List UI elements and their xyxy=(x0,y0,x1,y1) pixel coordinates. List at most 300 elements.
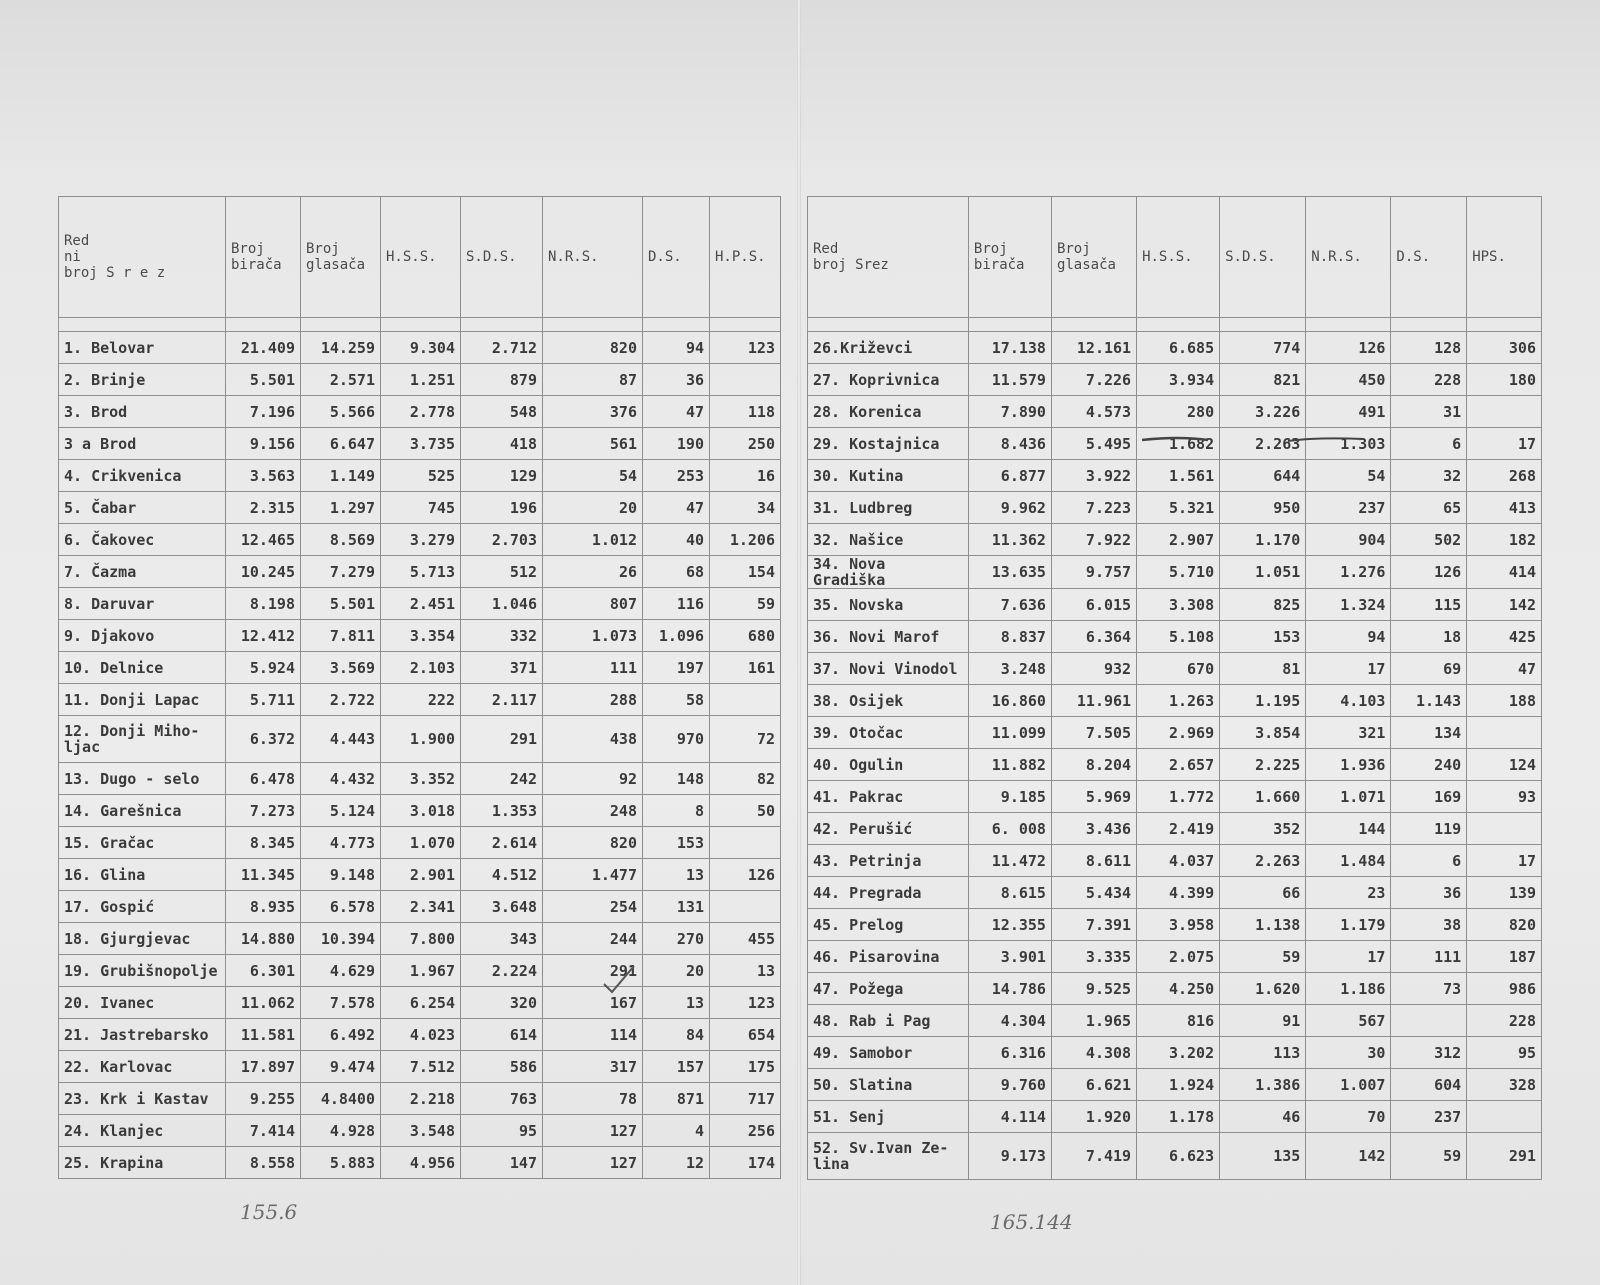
vote-count-cell: 8.615 xyxy=(968,877,1051,909)
right-results-table xyxy=(807,196,1542,1180)
vote-count-cell: 123 xyxy=(710,987,781,1019)
right-header-label: Broj birača xyxy=(973,241,1025,273)
vote-count-cell: 604 xyxy=(1391,1069,1467,1101)
vote-count-cell: 1.772 xyxy=(1137,781,1220,813)
vote-count-cell: 1.012 xyxy=(543,524,643,556)
right-header-label: Red broj Srez xyxy=(813,241,889,273)
vote-count-cell: 161 xyxy=(710,652,781,684)
vote-count-cell: 187 xyxy=(1467,941,1542,973)
district-name-cell xyxy=(59,524,226,556)
vote-count-cell: 291 xyxy=(543,955,643,987)
district-name-cell xyxy=(59,460,226,492)
right-header-label: Broj glasača xyxy=(1056,241,1116,273)
vote-count-cell: 114 xyxy=(543,1019,643,1051)
right-header-row xyxy=(808,197,1542,318)
vote-count-cell: 10.245 xyxy=(226,556,301,588)
vote-count-cell: 5.969 xyxy=(1051,781,1136,813)
vote-count-cell: 1.477 xyxy=(543,859,643,891)
vote-count-cell: 142 xyxy=(1306,1133,1391,1180)
vote-count-cell: 87 xyxy=(543,364,643,396)
district-name-cell xyxy=(808,556,969,589)
vote-count-cell: 113 xyxy=(1220,1037,1306,1069)
district-name: 4. Crikvenica xyxy=(64,466,182,485)
vote-count-cell: 320 xyxy=(461,987,543,1019)
vote-count-cell: 58 xyxy=(643,684,710,716)
district-name-cell xyxy=(808,973,969,1005)
vote-count-cell: 5.711 xyxy=(226,684,301,716)
vote-count-cell: 119 xyxy=(1391,813,1467,845)
district-name-cell xyxy=(808,845,969,877)
vote-count-cell: 343 xyxy=(461,923,543,955)
vote-count-cell: 614 xyxy=(461,1019,543,1051)
table-row xyxy=(808,973,1542,1005)
left-header-7 xyxy=(710,197,781,318)
vote-count-cell: 72 xyxy=(710,716,781,763)
vote-count-cell: 332 xyxy=(461,620,543,652)
vote-count-cell: 222 xyxy=(381,684,461,716)
vote-count-cell: 7.279 xyxy=(301,556,381,588)
table-row xyxy=(59,684,781,716)
vote-count-cell: 11.472 xyxy=(968,845,1051,877)
vote-count-cell: 66 xyxy=(1220,877,1306,909)
vote-count-cell: 932 xyxy=(1051,653,1136,685)
table-row xyxy=(808,589,1542,621)
vote-count-cell: 268 xyxy=(1467,460,1542,492)
district-name-cell xyxy=(808,1005,969,1037)
vote-count-cell: 144 xyxy=(1306,813,1391,845)
right-header-6 xyxy=(1391,197,1467,318)
vote-count-cell: 950 xyxy=(1220,492,1306,524)
district-name-cell xyxy=(59,955,226,987)
vote-count-cell: 16 xyxy=(710,460,781,492)
vote-count-cell: 9.474 xyxy=(301,1051,381,1083)
vote-count-cell: 3.548 xyxy=(381,1115,461,1147)
vote-count-cell: 1.900 xyxy=(381,716,461,763)
vote-count-cell: 175 xyxy=(710,1051,781,1083)
vote-count-cell: 126 xyxy=(710,859,781,891)
district-name: 17. Gospić xyxy=(64,897,155,916)
vote-count-cell: 82 xyxy=(710,763,781,795)
district-name-cell xyxy=(808,332,969,364)
district-name: 41. Pakrac xyxy=(813,787,904,806)
vote-count-cell: 414 xyxy=(1467,556,1542,589)
vote-count-cell: 816 xyxy=(1137,1005,1220,1037)
vote-count-cell: 9.304 xyxy=(381,332,461,364)
vote-count-cell: 127 xyxy=(543,1147,643,1179)
vote-count-cell: 153 xyxy=(643,827,710,859)
vote-count-cell: 2.075 xyxy=(1137,941,1220,973)
vote-count-cell: 8.345 xyxy=(226,827,301,859)
vote-count-cell: 196 xyxy=(461,492,543,524)
vote-count-cell: 69 xyxy=(1391,653,1467,685)
table-row xyxy=(808,717,1542,749)
vote-count-cell: 6.364 xyxy=(1051,621,1136,653)
district-name-cell xyxy=(808,1101,969,1133)
vote-count-cell: 821 xyxy=(1220,364,1306,396)
vote-count-cell: 131 xyxy=(643,891,710,923)
vote-count-cell: 567 xyxy=(1306,1005,1391,1037)
district-name: 16. Glina xyxy=(64,865,146,884)
vote-count-cell: 11.882 xyxy=(968,749,1051,781)
vote-count-cell: 6.372 xyxy=(226,716,301,763)
vote-count-cell: 1.620 xyxy=(1220,973,1306,1005)
table-row xyxy=(808,492,1542,524)
vote-count-cell: 1.967 xyxy=(381,955,461,987)
vote-count-cell: 1.195 xyxy=(1220,685,1306,717)
district-name: 34. Nova Gradiška xyxy=(813,555,886,589)
vote-count-cell: 3.352 xyxy=(381,763,461,795)
vote-count-cell: 12.161 xyxy=(1051,332,1136,364)
vote-count-cell: 38 xyxy=(1391,909,1467,941)
table-row xyxy=(808,332,1542,364)
vote-count-cell: 7.414 xyxy=(226,1115,301,1147)
vote-count-cell: 118 xyxy=(710,396,781,428)
vote-count-cell: 3.018 xyxy=(381,795,461,827)
left-header-6 xyxy=(643,197,710,318)
vote-count-cell: 7.419 xyxy=(1051,1133,1136,1180)
district-name-cell xyxy=(808,813,969,845)
vote-count-cell xyxy=(1391,1005,1467,1037)
vote-count-cell: 34 xyxy=(710,492,781,524)
vote-count-cell: 46 xyxy=(1220,1101,1306,1133)
district-name-cell xyxy=(59,1115,226,1147)
vote-count-cell: 169 xyxy=(1391,781,1467,813)
vote-count-cell: 6.877 xyxy=(968,460,1051,492)
right-header-label: H.S.S. xyxy=(1142,249,1193,265)
vote-count-cell: 2.571 xyxy=(301,364,381,396)
table-row xyxy=(59,364,781,396)
vote-count-cell: 188 xyxy=(1467,685,1542,717)
vote-count-cell: 4.512 xyxy=(461,859,543,891)
table-row xyxy=(59,987,781,1019)
district-name-cell xyxy=(808,396,969,428)
vote-count-cell: 2.225 xyxy=(1220,749,1306,781)
district-name: 7. Čazma xyxy=(64,562,137,581)
vote-count-cell: 328 xyxy=(1467,1069,1542,1101)
vote-count-cell: 879 xyxy=(461,364,543,396)
vote-count-cell: 491 xyxy=(1306,396,1391,428)
vote-count-cell: 291 xyxy=(1467,1133,1542,1180)
vote-count-cell: 3.335 xyxy=(1051,941,1136,973)
vote-count-cell: 1.149 xyxy=(301,460,381,492)
district-name-cell xyxy=(808,749,969,781)
district-name-cell xyxy=(808,492,969,524)
district-name: 44. Pregrada xyxy=(813,883,922,902)
vote-count-cell: 10.394 xyxy=(301,923,381,955)
vote-count-cell: 670 xyxy=(1137,653,1220,685)
vote-count-cell: 68 xyxy=(643,556,710,588)
vote-count-cell: 12.355 xyxy=(968,909,1051,941)
district-name-cell xyxy=(59,1051,226,1083)
right-header-7 xyxy=(1467,197,1542,318)
district-name-cell xyxy=(808,1069,969,1101)
vote-count-cell: 9.757 xyxy=(1051,556,1136,589)
vote-count-cell: 2.722 xyxy=(301,684,381,716)
right-header-label: HPS. xyxy=(1472,249,1506,265)
vote-count-cell: 6.647 xyxy=(301,428,381,460)
vote-count-cell: 2.907 xyxy=(1137,524,1220,556)
district-name-cell xyxy=(59,652,226,684)
vote-count-cell: 1.007 xyxy=(1306,1069,1391,1101)
vote-count-cell: 9.962 xyxy=(968,492,1051,524)
vote-count-cell: 1.561 xyxy=(1137,460,1220,492)
vote-count-cell: 525 xyxy=(381,460,461,492)
vote-count-cell: 7.273 xyxy=(226,795,301,827)
vote-count-cell: 438 xyxy=(543,716,643,763)
table-row xyxy=(59,1051,781,1083)
vote-count-cell: 70 xyxy=(1306,1101,1391,1133)
vote-count-cell: 31 xyxy=(1391,396,1467,428)
table-row xyxy=(59,955,781,987)
vote-count-cell: 7.226 xyxy=(1051,364,1136,396)
vote-count-cell: 425 xyxy=(1467,621,1542,653)
vote-count-cell: 1.051 xyxy=(1220,556,1306,589)
vote-count-cell: 11.362 xyxy=(968,524,1051,556)
district-name-cell xyxy=(59,987,226,1019)
vote-count-cell: 9.156 xyxy=(226,428,301,460)
vote-count-cell xyxy=(710,364,781,396)
right-pencil-total: 165.144 xyxy=(990,1210,1073,1234)
vote-count-cell: 4.928 xyxy=(301,1115,381,1147)
vote-count-cell: 2.218 xyxy=(381,1083,461,1115)
vote-count-cell: 9.255 xyxy=(226,1083,301,1115)
vote-count-cell: 2.901 xyxy=(381,859,461,891)
vote-count-cell: 376 xyxy=(543,396,643,428)
vote-count-cell: 157 xyxy=(643,1051,710,1083)
vote-count-cell: 244 xyxy=(543,923,643,955)
vote-count-cell: 248 xyxy=(543,795,643,827)
vote-count-cell: 3.854 xyxy=(1220,717,1306,749)
vote-count-cell: 6 xyxy=(1391,428,1467,460)
vote-count-cell: 59 xyxy=(710,588,781,620)
vote-count-cell: 7.512 xyxy=(381,1051,461,1083)
table-row xyxy=(59,492,781,524)
vote-count-cell: 3.279 xyxy=(381,524,461,556)
left-header-2 xyxy=(301,197,381,318)
district-name-cell xyxy=(59,795,226,827)
table-row xyxy=(808,781,1542,813)
vote-count-cell: 17 xyxy=(1467,428,1542,460)
vote-count-cell: 5.108 xyxy=(1137,621,1220,653)
vote-count-cell: 32 xyxy=(1391,460,1467,492)
vote-count-cell: 4.037 xyxy=(1137,845,1220,877)
vote-count-cell xyxy=(1467,717,1542,749)
vote-count-cell: 548 xyxy=(461,396,543,428)
vote-count-cell: 135 xyxy=(1220,1133,1306,1180)
district-name-cell xyxy=(808,460,969,492)
vote-count-cell: 116 xyxy=(643,588,710,620)
vote-count-cell: 59 xyxy=(1220,941,1306,973)
vote-count-cell: 127 xyxy=(543,1115,643,1147)
vote-count-cell: 5.124 xyxy=(301,795,381,827)
vote-count-cell: 644 xyxy=(1220,460,1306,492)
left-results-table xyxy=(58,196,781,1179)
vote-count-cell: 1.297 xyxy=(301,492,381,524)
vote-count-cell xyxy=(1467,396,1542,428)
vote-count-cell: 21.409 xyxy=(226,332,301,364)
right-table-body xyxy=(808,332,1542,1180)
vote-count-cell: 1.138 xyxy=(1220,909,1306,941)
vote-count-cell: 126 xyxy=(1306,332,1391,364)
vote-count-cell: 23 xyxy=(1306,877,1391,909)
vote-count-cell: 92 xyxy=(543,763,643,795)
vote-count-cell: 9.525 xyxy=(1051,973,1136,1005)
vote-count-cell: 455 xyxy=(710,923,781,955)
district-name: 52. Sv.Ivan Ze- lina xyxy=(813,1139,949,1173)
district-name-cell xyxy=(808,653,969,685)
vote-count-cell: 111 xyxy=(543,652,643,684)
vote-count-cell: 17 xyxy=(1467,845,1542,877)
vote-count-cell: 7.223 xyxy=(1051,492,1136,524)
vote-count-cell: 2.263 xyxy=(1220,428,1306,460)
district-name-cell xyxy=(59,332,226,364)
district-name-cell xyxy=(59,428,226,460)
vote-count-cell: 3.563 xyxy=(226,460,301,492)
vote-count-cell: 450 xyxy=(1306,364,1391,396)
vote-count-cell: 586 xyxy=(461,1051,543,1083)
left-header-4 xyxy=(461,197,543,318)
vote-count-cell: 3.308 xyxy=(1137,589,1220,621)
district-name-cell xyxy=(59,891,226,923)
district-name-cell xyxy=(808,685,969,717)
district-name-cell xyxy=(59,364,226,396)
vote-count-cell: 9.173 xyxy=(968,1133,1051,1180)
table-row xyxy=(808,749,1542,781)
table-row xyxy=(59,460,781,492)
vote-count-cell: 3.922 xyxy=(1051,460,1136,492)
vote-count-cell: 20 xyxy=(643,955,710,987)
table-row xyxy=(808,1005,1542,1037)
vote-count-cell: 7.578 xyxy=(301,987,381,1019)
vote-count-cell: 6 xyxy=(1391,845,1467,877)
district-name: 39. Otočac xyxy=(813,723,904,742)
vote-count-cell: 6.015 xyxy=(1051,589,1136,621)
vote-count-cell: 512 xyxy=(461,556,543,588)
vote-count-cell: 2.315 xyxy=(226,492,301,524)
right-header-label: N.R.S. xyxy=(1311,249,1362,265)
district-name: 28. Korenica xyxy=(813,402,922,421)
vote-count-cell: 1.206 xyxy=(710,524,781,556)
vote-count-cell: 54 xyxy=(1306,460,1391,492)
vote-count-cell: 291 xyxy=(461,716,543,763)
vote-count-cell: 12.412 xyxy=(226,620,301,652)
vote-count-cell: 182 xyxy=(1467,524,1542,556)
vote-count-cell: 1.070 xyxy=(381,827,461,859)
district-name-cell xyxy=(808,1037,969,1069)
vote-count-cell: 6.621 xyxy=(1051,1069,1136,1101)
vote-count-cell: 13 xyxy=(643,987,710,1019)
vote-count-cell: 1.179 xyxy=(1306,909,1391,941)
vote-count-cell: 5.710 xyxy=(1137,556,1220,589)
left-header-gap xyxy=(59,318,781,332)
vote-count-cell: 3.958 xyxy=(1137,909,1220,941)
vote-count-cell: 6.578 xyxy=(301,891,381,923)
district-name: 12. Donji Miho- ljac xyxy=(64,722,200,756)
vote-count-cell: 7.811 xyxy=(301,620,381,652)
vote-count-cell: 142 xyxy=(1467,589,1542,621)
vote-count-cell: 7.636 xyxy=(968,589,1051,621)
vote-count-cell: 986 xyxy=(1467,973,1542,1005)
vote-count-cell: 237 xyxy=(1306,492,1391,524)
left-header-label: H.S.S. xyxy=(386,249,437,265)
district-name: 20. Ivanec xyxy=(64,993,155,1012)
vote-count-cell: 40 xyxy=(643,524,710,556)
vote-count-cell: 317 xyxy=(543,1051,643,1083)
vote-count-cell: 288 xyxy=(543,684,643,716)
left-header-label: H.P.S. xyxy=(715,249,766,265)
vote-count-cell: 2.263 xyxy=(1220,845,1306,877)
left-header-label: Broj birača xyxy=(231,241,282,273)
vote-count-cell: 9.760 xyxy=(968,1069,1051,1101)
vote-count-cell: 4 xyxy=(643,1115,710,1147)
left-header-5 xyxy=(543,197,643,318)
vote-count-cell: 47 xyxy=(643,492,710,524)
vote-count-cell: 2.778 xyxy=(381,396,461,428)
district-name-cell xyxy=(808,428,969,460)
table-row xyxy=(808,396,1542,428)
table-row xyxy=(59,891,781,923)
district-name: 21. Jastrebarsko xyxy=(64,1025,209,1044)
vote-count-cell: 820 xyxy=(543,332,643,364)
vote-count-cell: 9.148 xyxy=(301,859,381,891)
district-name-cell xyxy=(59,763,226,795)
vote-count-cell: 4.956 xyxy=(381,1147,461,1179)
vote-count-cell: 1.965 xyxy=(1051,1005,1136,1037)
vote-count-cell: 47 xyxy=(643,396,710,428)
vote-count-cell: 2.103 xyxy=(381,652,461,684)
vote-count-cell: 197 xyxy=(643,652,710,684)
table-row xyxy=(808,1133,1542,1180)
vote-count-cell: 502 xyxy=(1391,524,1467,556)
vote-count-cell xyxy=(710,891,781,923)
district-name: 18. Gjurgjevac xyxy=(64,929,191,948)
district-name-cell xyxy=(59,827,226,859)
vote-count-cell: 1.143 xyxy=(1391,685,1467,717)
vote-count-cell: 11.579 xyxy=(968,364,1051,396)
vote-count-cell: 180 xyxy=(1467,364,1542,396)
vote-count-cell: 11.345 xyxy=(226,859,301,891)
vote-count-cell: 14.786 xyxy=(968,973,1051,1005)
vote-count-cell: 167 xyxy=(543,987,643,1019)
vote-count-cell xyxy=(1467,1101,1542,1133)
vote-count-cell: 1.096 xyxy=(643,620,710,652)
vote-count-cell: 654 xyxy=(710,1019,781,1051)
district-name-cell xyxy=(59,1147,226,1179)
vote-count-cell: 352 xyxy=(1220,813,1306,845)
right-header-4 xyxy=(1220,197,1306,318)
vote-count-cell: 3.202 xyxy=(1137,1037,1220,1069)
vote-count-cell: 153 xyxy=(1220,621,1306,653)
vote-count-cell: 413 xyxy=(1467,492,1542,524)
district-name: 13. Dugo - selo xyxy=(64,769,200,788)
vote-count-cell: 1.046 xyxy=(461,588,543,620)
vote-count-cell: 174 xyxy=(710,1147,781,1179)
table-row xyxy=(808,813,1542,845)
vote-count-cell: 17 xyxy=(1306,653,1391,685)
vote-count-cell: 3.934 xyxy=(1137,364,1220,396)
table-row xyxy=(808,621,1542,653)
right-header-2 xyxy=(1051,197,1136,318)
vote-count-cell: 1.386 xyxy=(1220,1069,1306,1101)
district-name-cell xyxy=(808,589,969,621)
vote-count-cell: 8.569 xyxy=(301,524,381,556)
district-name-cell xyxy=(808,364,969,396)
table-row xyxy=(808,460,1542,492)
vote-count-cell: 78 xyxy=(543,1083,643,1115)
vote-count-cell: 6.685 xyxy=(1137,332,1220,364)
vote-count-cell: 1.682 xyxy=(1137,428,1220,460)
vote-count-cell: 17 xyxy=(1306,941,1391,973)
